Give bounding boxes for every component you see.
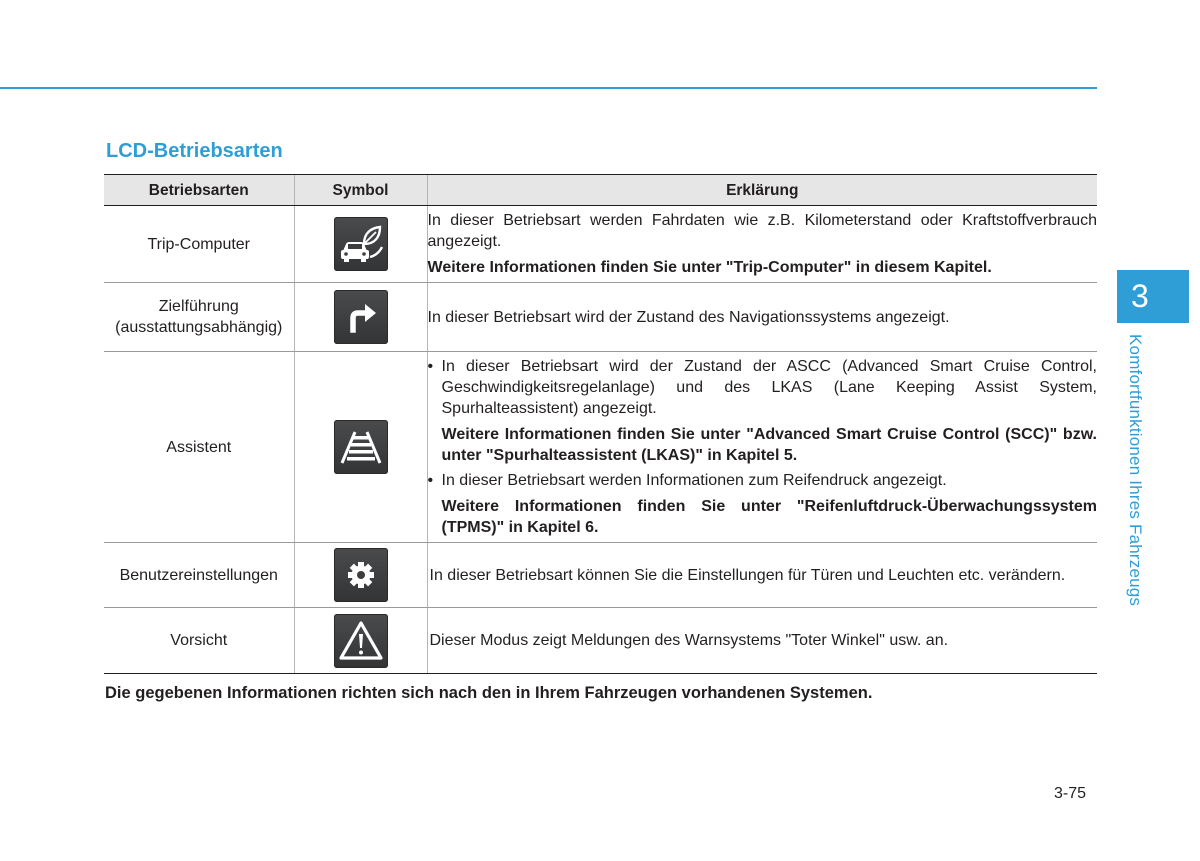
lane-assist-icon [334, 420, 388, 474]
modes-table [104, 174, 1097, 674]
section-title: LCD-Betriebsarten [106, 140, 283, 162]
mode-name: Vorsicht [104, 608, 294, 674]
page-number: 3-75 [1054, 785, 1087, 802]
table-row [104, 608, 1097, 674]
bullet-item [428, 470, 1098, 538]
turn-arrow-icon [334, 290, 388, 344]
bullet-item [428, 356, 1098, 466]
trip-computer-icon [334, 217, 388, 271]
table-row [104, 206, 1097, 283]
gear-icon [334, 548, 388, 602]
description-cell [427, 608, 1097, 674]
description-cell [427, 543, 1097, 608]
reference-text: Weitere Informationen finden Sie unter "Reifenluftdruck-Überwachungssystem (TPMS)" in Kapitel 6. [441, 498, 1097, 536]
symbol-cell [294, 283, 427, 352]
mode-name: Trip-Computer [104, 206, 294, 283]
symbol-cell [294, 543, 427, 608]
bullet-text: • In dieser Betriebsart wird der Zustand der ASCC (Advanced Smart Cruise Control, Geschwindigkeitsregelanlage) und des LKAS (Lane Keeping Assist System, Spurhalteassistent) angezeigt. [441, 358, 1097, 417]
description-text: In dieser Betriebsart können Sie die Einstellungen für Türen und Leuchten etc. verändern. [429, 566, 1066, 584]
description-text: In dieser Betriebsart wird der Zustand des Navigationssystems angezeigt. [427, 308, 950, 326]
symbol-cell [294, 206, 427, 283]
mode-name [104, 283, 294, 352]
header-symbol: Symbol [294, 175, 427, 206]
description-cell [427, 352, 1097, 543]
bullet-list [428, 356, 1098, 538]
chapter-title: Komfortfunktionen Ihres Fahrzeugs [1126, 334, 1145, 607]
table-row [104, 283, 1097, 352]
reference-text: Weitere Informationen finden Sie unter "Advanced Smart Cruise Control (SCC)" bzw. unter "Spurhalteassistent (LKAS)" in Kapitel 5. [441, 426, 1097, 464]
mode-name: Benutzereinstellungen [104, 543, 294, 608]
mode-name-line2: (ausstattungsabhängig) [115, 319, 283, 336]
mode-name-line1: Zielführung [158, 298, 239, 315]
top-rule [0, 87, 1097, 89]
table-header-row [104, 175, 1097, 206]
table-row [104, 352, 1097, 543]
description-cell [427, 206, 1097, 283]
symbol-cell [294, 608, 427, 674]
header-erklaerung: Erklärung [427, 175, 1097, 206]
chapter-number-tab: 3 [1117, 270, 1189, 323]
description-text: Dieser Modus zeigt Meldungen des Warnsystems "Toter Winkel" usw. an. [429, 632, 949, 649]
symbol-cell [294, 352, 427, 543]
footnote: Die gegebenen Informationen richten sich nach den in Ihrem Fahrzeugen vorhandenen Systemen. [105, 684, 873, 702]
warning-triangle-icon [334, 614, 388, 668]
header-betriebsarten: Betriebsarten [104, 175, 294, 206]
table-row [104, 543, 1097, 608]
description-text: In dieser Betriebsart werden Fahrdaten wie z.B. Kilometerstand oder Kraftstoffverbrauch angezeigt. [427, 212, 1097, 250]
mode-name: Assistent [104, 352, 294, 543]
bullet-text: • In dieser Betriebsart werden Informationen zum Reifendruck angezeigt. [441, 472, 947, 489]
description-cell [427, 283, 1097, 352]
reference-text: Weitere Informationen finden Sie unter "Trip-Computer" in diesem Kapitel. [427, 259, 992, 276]
